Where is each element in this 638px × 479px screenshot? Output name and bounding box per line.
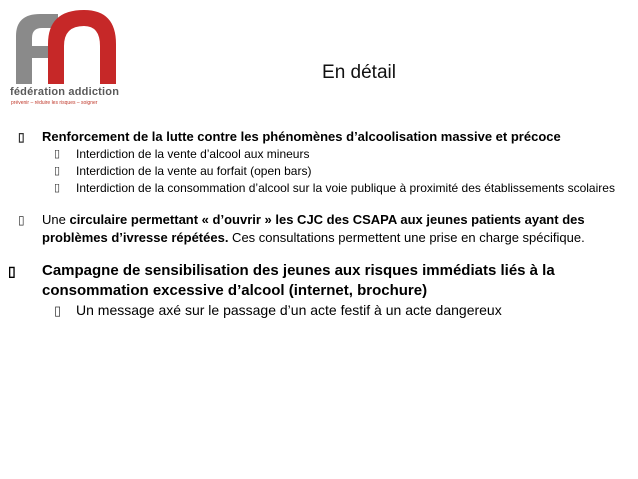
box-bullet-icon: ▯	[18, 130, 25, 144]
sub-bullet-text: Interdiction de la vente d’alcool aux mineurs	[76, 147, 310, 161]
slide-content	[8, 128, 630, 320]
box-bullet-icon: ▯	[8, 263, 16, 279]
sub-bullet-item	[8, 146, 630, 163]
sub-bullet-text: Interdiction de la vente au forfait (open bars)	[76, 164, 312, 178]
box-bullet-icon: ▯	[54, 148, 61, 160]
slide-title: En détail	[322, 62, 396, 83]
bullet-item	[8, 211, 630, 247]
logo-name: fédération addiction	[10, 86, 120, 98]
bullet-heading: Campagne de sensibilisation des jeunes aux risques immédiats liés à la consommation excessive d’alcool (internet, brochure)	[42, 262, 555, 299]
bullet-heading: Renforcement de la lutte contre les phénomènes d’alcoolisation massive et précoce	[42, 129, 561, 144]
logo	[6, 6, 131, 106]
sub-bullet-item	[8, 301, 630, 320]
logo-tagline: prévenir – réduire les risques – soigner	[11, 100, 98, 106]
bullet-item	[8, 128, 630, 146]
sub-bullet-text: Un message axé sur le passage d’un acte festif à un acte dangereux	[76, 302, 502, 318]
box-bullet-icon: ▯	[54, 303, 62, 318]
box-bullet-icon: ▯	[54, 182, 61, 194]
sub-bullet-text: Interdiction de la consommation d’alcool sur la voie publique à proximité des établissements scolaires	[76, 181, 615, 195]
sub-bullet-item	[8, 163, 630, 180]
sub-bullet-item	[8, 180, 630, 197]
bullet-suffix: Ces consultations permettent une prise en charge spécifique.	[228, 230, 585, 245]
bullet-item	[8, 261, 630, 301]
box-bullet-icon: ▯	[18, 213, 25, 227]
box-bullet-icon: ▯	[54, 165, 61, 177]
bullet-prefix: Une	[42, 212, 70, 227]
bullet-bold-text: circulaire permettant « d’ouvrir » les CJC des CSAPA aux jeunes patients ayant des problèmes d’ivresse répétées.	[42, 212, 585, 245]
